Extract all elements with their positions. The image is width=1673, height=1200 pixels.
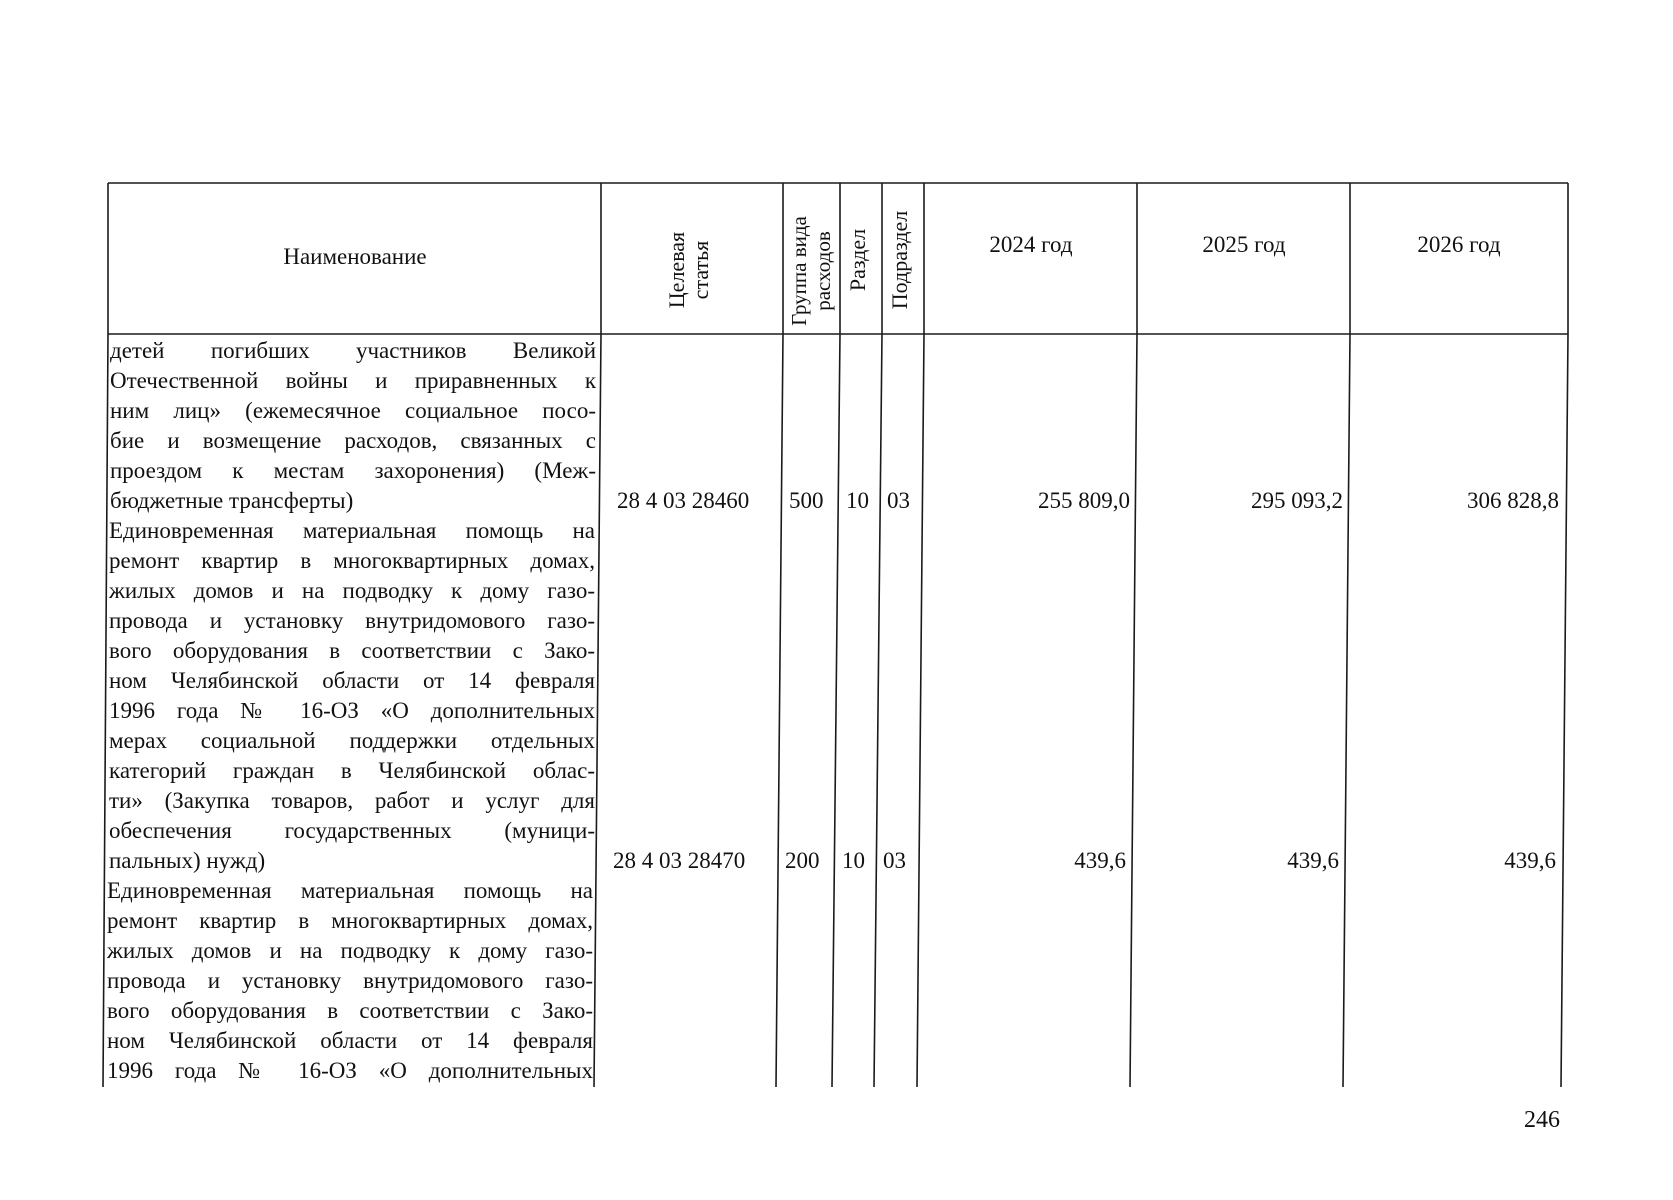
- header-subsection: Подраздел: [887, 210, 912, 310]
- row-2-name-line: 1996 года № 16-ОЗ «О дополнительных: [109, 698, 595, 723]
- row-3-name-line: ном Челябинской области от 14 февраля: [107, 1028, 593, 1053]
- row-3-name-line: 1996 года № 16-ОЗ «О дополнительных: [107, 1058, 593, 1083]
- header-target-article: Целевая статья: [664, 231, 713, 309]
- row-3-name-line: вого оборудования в соответствии с Зако-: [107, 998, 593, 1023]
- row-1-name-line: Отечественной войны и приравненных к: [110, 368, 596, 393]
- header-2024: 2024 год: [989, 232, 1073, 257]
- row-2-expense-group: 200: [785, 848, 820, 873]
- row-2-2026: 439,6: [1504, 848, 1556, 873]
- row-2-name-line: ти» (Закупка товаров, работ и услуг для: [109, 788, 595, 813]
- row-3-name-line: провода и установку внутридомового газо-: [107, 968, 593, 993]
- row-1-name-line: детей погибших участников Великой: [110, 338, 596, 363]
- row-1-subsection: 03: [887, 488, 910, 513]
- row-2-name-line: провода и установку внутридомового газо-: [109, 608, 595, 633]
- row-2-name-line: вого оборудования в соответствии с Зако-: [109, 638, 595, 663]
- row-2-name-line: Единовременная материальная помощь на: [109, 518, 595, 543]
- row-2-name-line: ном Челябинской области от 14 февраля: [109, 668, 595, 693]
- row-1-2025: 295 093,2: [1251, 488, 1343, 513]
- row-1-name: [110, 336, 596, 516]
- row-2-name-line: обеспечения государственных (муници-: [109, 818, 595, 843]
- header-2025: 2025 год: [1202, 232, 1286, 257]
- row-2-name-line: мерах социальной поддержки отдельных: [109, 728, 595, 753]
- header-section: Раздел: [845, 228, 870, 292]
- row-2-name: [109, 516, 595, 876]
- header-2026: 2026 год: [1417, 232, 1501, 257]
- row-2-subsection: 03: [883, 848, 906, 873]
- row-1-name-line: проездом к местам захоронения) (Меж-: [110, 458, 596, 483]
- row-3-name-line: ремонт квартир в многоквартирных домах,: [107, 908, 593, 933]
- row-3-name-line: Единовременная материальная помощь на: [107, 878, 593, 903]
- row-1-name-line: бие и возмещение расходов, связанных с: [110, 428, 596, 453]
- row-1-name-line: ним лиц» (ежемесячное социальное посо-: [110, 398, 596, 423]
- row-1-section: 10: [846, 488, 869, 513]
- row-1-2024: 255 809,0: [1038, 488, 1130, 513]
- row-2-name-line: пальных) нужд): [109, 848, 266, 873]
- row-1-target-article: 28 4 03 28460: [617, 488, 750, 513]
- row-3-name-line: жилых домов и на подводку к дому газо-: [107, 938, 593, 963]
- row-3-name: [107, 876, 593, 1086]
- row-2-target-article: 28 4 03 28470: [613, 848, 746, 873]
- row-1-expense-group: 500: [789, 488, 824, 513]
- row-2-name-line: категорий граждан в Челябинской облас-: [109, 758, 595, 783]
- header-name: Наименование: [283, 244, 427, 269]
- page-number: 246: [1524, 1107, 1560, 1133]
- row-2-section: 10: [842, 848, 865, 873]
- row-2-2025: 439,6: [1287, 848, 1339, 873]
- row-2-name-line: жилых домов и на подводку к дому газо-: [109, 578, 595, 603]
- row-2-2024: 439,6: [1074, 848, 1126, 873]
- header-expense-group: Группа вида расходов: [787, 216, 835, 326]
- row-2-name-line: ремонт квартир в многоквартирных домах,: [109, 548, 595, 573]
- row-1-2026: 306 828,8: [1467, 488, 1559, 513]
- row-1-name-line: бюджетные трансферты): [110, 488, 354, 513]
